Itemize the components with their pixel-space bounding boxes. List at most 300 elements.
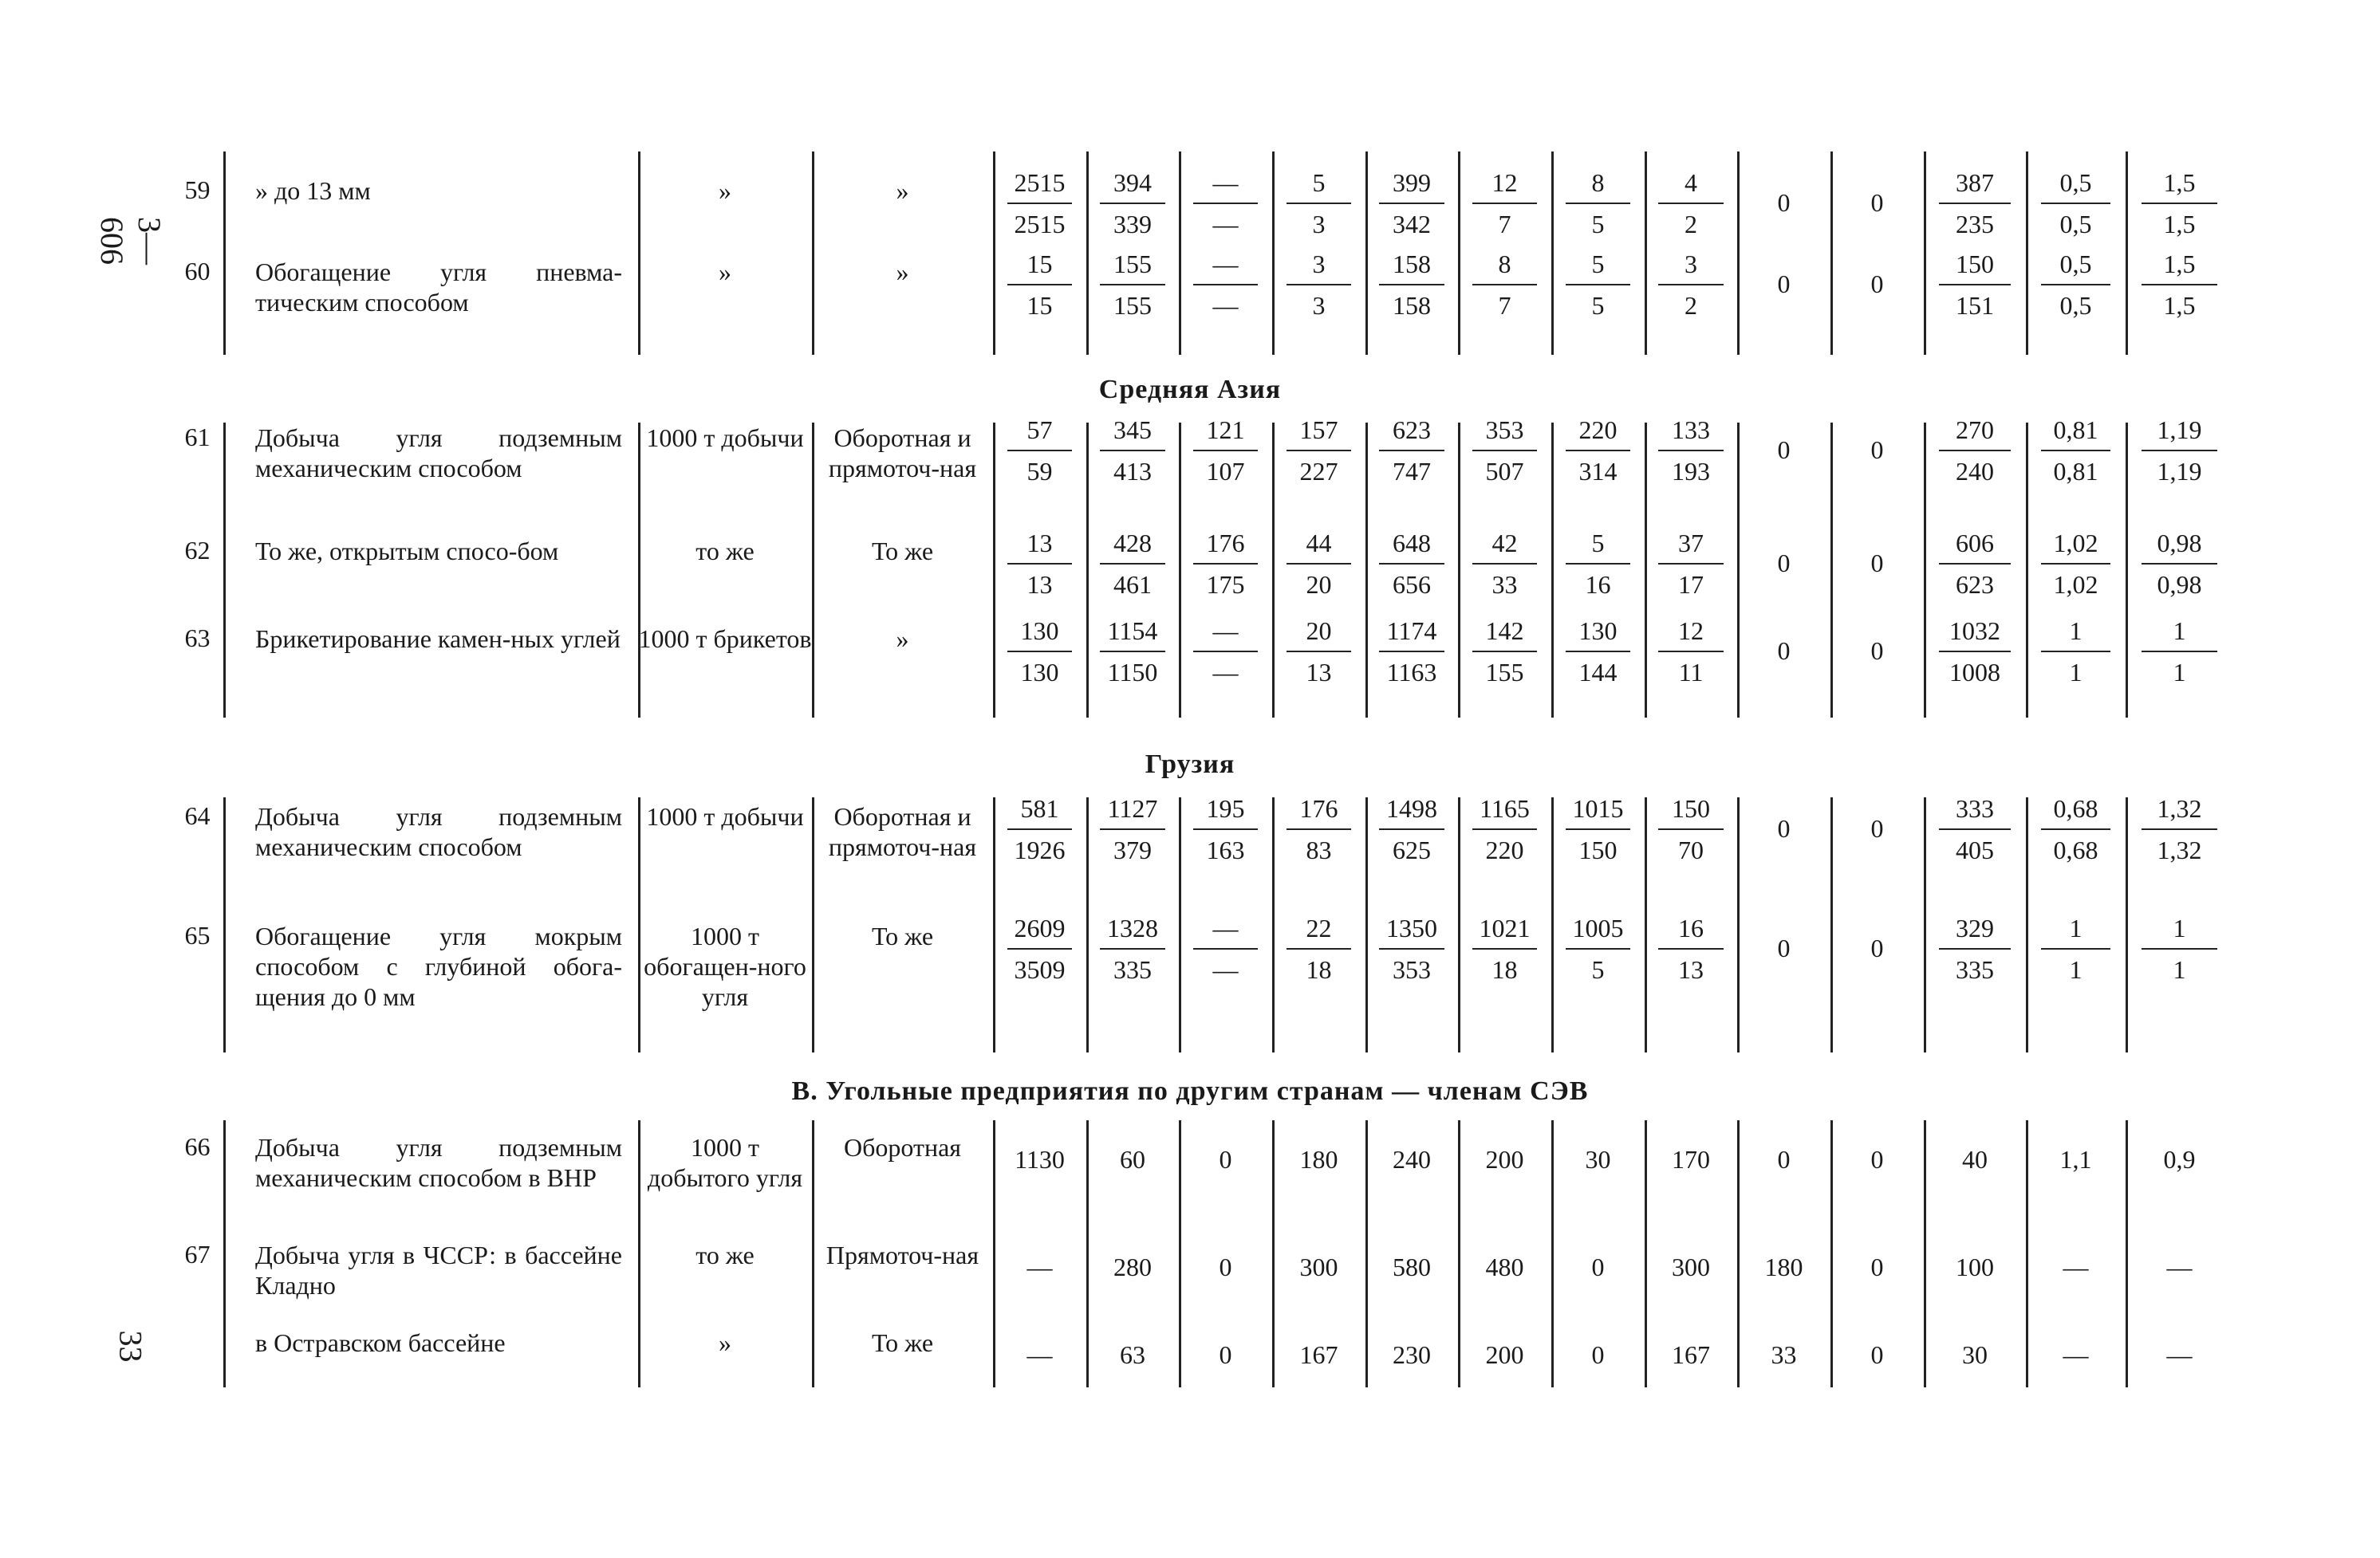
value-single: — bbox=[2063, 1340, 2089, 1369]
value-cell bbox=[1458, 415, 1551, 486]
value-bottom: 623 bbox=[1956, 570, 1994, 599]
value-cell bbox=[1830, 1144, 1924, 1174]
value-single: 1,1 bbox=[2059, 1145, 2092, 1174]
value-top: 157 bbox=[1287, 415, 1352, 451]
value-cell bbox=[1272, 167, 1365, 239]
row-unit: 1000 т добытого угля bbox=[647, 1133, 803, 1192]
value-cell bbox=[1737, 187, 1830, 218]
value-top: 1021 bbox=[1472, 913, 1538, 950]
column-rule bbox=[223, 797, 226, 1052]
value-single: 200 bbox=[1485, 1145, 1524, 1174]
value-top: 150 bbox=[1939, 249, 2011, 285]
row-unit: 1000 т добычи bbox=[646, 802, 804, 831]
value-top: 16 bbox=[1658, 913, 1723, 950]
value-top: 1,02 bbox=[2041, 528, 2111, 565]
column-rule bbox=[223, 151, 226, 355]
value-bottom: 1926 bbox=[1014, 836, 1066, 864]
value-bottom: 342 bbox=[1393, 210, 1431, 238]
value-top: 12 bbox=[1658, 616, 1723, 652]
row-mode: » bbox=[896, 258, 909, 286]
row-unit: то же bbox=[695, 1241, 755, 1269]
value-top: 394 bbox=[1100, 167, 1164, 204]
column-rule bbox=[812, 151, 814, 355]
value-bottom: 59 bbox=[1026, 457, 1053, 486]
value-bottom: 379 bbox=[1113, 836, 1152, 864]
value-top: 1 bbox=[2041, 616, 2111, 652]
value-cell bbox=[1365, 616, 1458, 687]
value-cell bbox=[2126, 249, 2233, 321]
value-top: 270 bbox=[1939, 415, 2011, 451]
value-bottom: 5 bbox=[1591, 291, 1605, 320]
row-name: Обогащение угля пневма-тическим способом bbox=[255, 258, 622, 317]
value-single: 230 bbox=[1393, 1340, 1431, 1369]
value-cell bbox=[1086, 1252, 1179, 1282]
value-cell bbox=[2126, 1252, 2233, 1282]
value-single: 0 bbox=[1870, 814, 1884, 843]
row-mode: То же bbox=[871, 537, 934, 565]
value-top: 5 bbox=[1566, 528, 1631, 565]
value-cell bbox=[1645, 616, 1737, 687]
value-cell bbox=[1737, 269, 1830, 299]
value-cell bbox=[1924, 167, 2026, 239]
value-cell bbox=[1272, 1144, 1365, 1174]
value-single: 0 bbox=[1777, 934, 1791, 962]
value-bottom: 163 bbox=[1206, 836, 1245, 864]
value-cell bbox=[1645, 1144, 1737, 1174]
value-cell bbox=[1551, 1252, 1645, 1282]
value-cell bbox=[1086, 249, 1179, 321]
value-top: 1498 bbox=[1379, 793, 1444, 830]
value-bottom: 130 bbox=[1020, 658, 1059, 687]
value-cell bbox=[1924, 793, 2026, 865]
value-cell bbox=[2026, 249, 2126, 321]
row-name: То же, открытым спосо-бом bbox=[255, 537, 559, 565]
value-cell bbox=[1458, 1252, 1551, 1282]
value-top: 158 bbox=[1379, 249, 1444, 285]
value-cell bbox=[2126, 415, 2233, 486]
value-cell bbox=[1458, 528, 1551, 600]
value-bottom: 1,5 bbox=[2163, 291, 2196, 320]
value-single: 167 bbox=[1672, 1340, 1710, 1369]
value-top: 15 bbox=[1007, 249, 1073, 285]
row-number: 67 bbox=[184, 1240, 211, 1269]
value-cell bbox=[2126, 167, 2233, 239]
value-single: 33 bbox=[1771, 1340, 1797, 1369]
value-cell bbox=[1086, 616, 1179, 687]
value-bottom: 405 bbox=[1956, 836, 1994, 864]
value-top: 4 bbox=[1658, 167, 1723, 204]
value-cell bbox=[1458, 249, 1551, 321]
value-cell bbox=[1365, 1340, 1458, 1370]
value-top: 1,5 bbox=[2142, 249, 2217, 285]
row-mode: Оборотная bbox=[844, 1133, 961, 1162]
value-cell bbox=[1551, 249, 1645, 321]
value-top: 142 bbox=[1472, 616, 1538, 652]
value-bottom: 144 bbox=[1578, 658, 1618, 687]
value-bottom: 13 bbox=[1678, 955, 1704, 984]
value-bottom: 16 bbox=[1585, 570, 1611, 599]
value-cell bbox=[1551, 616, 1645, 687]
value-top: 1,19 bbox=[2142, 415, 2217, 451]
value-single: 0 bbox=[1870, 188, 1884, 217]
value-single: 0 bbox=[1870, 934, 1884, 962]
value-single: 0 bbox=[1777, 188, 1791, 217]
value-top: 1174 bbox=[1379, 616, 1444, 652]
value-single: — bbox=[1026, 1253, 1053, 1281]
value-cell bbox=[1086, 528, 1179, 600]
value-bottom: 3509 bbox=[1014, 955, 1066, 984]
value-bottom: 461 bbox=[1113, 570, 1152, 599]
value-cell bbox=[1272, 249, 1365, 321]
value-cell bbox=[2026, 793, 2126, 865]
value-single: — bbox=[2166, 1340, 2193, 1369]
value-top: 5 bbox=[1287, 167, 1352, 204]
value-cell bbox=[1179, 616, 1272, 687]
value-cell bbox=[1365, 249, 1458, 321]
value-cell bbox=[2026, 1144, 2126, 1174]
value-cell bbox=[1551, 528, 1645, 600]
row-number: 64 bbox=[184, 801, 211, 830]
row-name: Добыча угля в ЧССР: в бассейне Кладно bbox=[255, 1241, 622, 1300]
value-cell bbox=[993, 528, 1086, 600]
row-mode: То же bbox=[871, 922, 934, 950]
value-single: 0 bbox=[1219, 1145, 1232, 1174]
value-top: 1032 bbox=[1939, 616, 2011, 652]
value-top: 0,5 bbox=[2041, 249, 2111, 285]
value-cell bbox=[1365, 793, 1458, 865]
value-single: — bbox=[2063, 1253, 2089, 1281]
value-top: 42 bbox=[1472, 528, 1538, 565]
value-cell bbox=[1086, 167, 1179, 239]
section-title: Средняя Азия bbox=[1098, 375, 1282, 404]
page-number: 33 bbox=[112, 1330, 149, 1363]
value-cell bbox=[1458, 167, 1551, 239]
value-single: 0 bbox=[1870, 435, 1884, 464]
section-title: Грузия bbox=[1145, 749, 1235, 779]
value-single: 63 bbox=[1120, 1340, 1145, 1369]
value-bottom: 7 bbox=[1498, 210, 1511, 238]
value-cell bbox=[1086, 1340, 1179, 1370]
column-rule bbox=[812, 1120, 814, 1387]
value-bottom: 83 bbox=[1306, 836, 1332, 864]
value-bottom: 1,02 bbox=[2053, 570, 2098, 599]
value-cell bbox=[1179, 528, 1272, 600]
value-top: 329 bbox=[1939, 913, 2011, 950]
value-cell bbox=[1645, 793, 1737, 865]
value-bottom: 0,5 bbox=[2059, 210, 2092, 238]
value-single: 0 bbox=[1219, 1253, 1232, 1281]
row-unit: 1000 т добычи bbox=[646, 423, 804, 452]
value-single: 40 bbox=[1962, 1145, 1988, 1174]
value-cell bbox=[1737, 1252, 1830, 1282]
value-bottom: 155 bbox=[1485, 658, 1524, 687]
value-bottom: 13 bbox=[1306, 658, 1332, 687]
value-cell bbox=[1272, 793, 1365, 865]
row-unit: » bbox=[719, 258, 731, 286]
value-cell bbox=[1179, 167, 1272, 239]
value-bottom: 15 bbox=[1026, 291, 1053, 320]
value-single: 180 bbox=[1299, 1145, 1338, 1174]
value-bottom: 2515 bbox=[1014, 210, 1066, 238]
value-single: 0 bbox=[1870, 1253, 1884, 1281]
row-name: » до 13 мм bbox=[255, 176, 371, 205]
value-bottom: 240 bbox=[1956, 457, 1994, 486]
value-cell bbox=[2026, 1252, 2126, 1282]
value-cell bbox=[1645, 167, 1737, 239]
value-single: 0 bbox=[1777, 549, 1791, 577]
column-rule bbox=[1830, 151, 1833, 355]
value-cell bbox=[1924, 1144, 2026, 1174]
value-cell bbox=[1458, 793, 1551, 865]
row-name: Обогащение угля мокрым способом с глубиной обога-щения до 0 мм bbox=[255, 922, 622, 1011]
value-cell bbox=[1924, 913, 2026, 985]
value-single: 300 bbox=[1672, 1253, 1710, 1281]
value-bottom: 1 bbox=[2173, 658, 2186, 687]
value-cell bbox=[1924, 528, 2026, 600]
value-top: 1,5 bbox=[2142, 167, 2217, 204]
value-top: 2515 bbox=[1007, 167, 1073, 204]
value-single: 0 bbox=[1870, 1340, 1884, 1369]
value-cell bbox=[1365, 415, 1458, 486]
value-cell bbox=[993, 1340, 1086, 1370]
value-cell bbox=[993, 913, 1086, 985]
value-bottom: 7 bbox=[1498, 291, 1511, 320]
value-top: 155 bbox=[1100, 249, 1164, 285]
value-cell bbox=[1458, 913, 1551, 985]
value-bottom: 3 bbox=[1312, 291, 1326, 320]
value-single: 0 bbox=[1870, 636, 1884, 665]
value-bottom: 335 bbox=[1956, 955, 1994, 984]
value-top: 387 bbox=[1939, 167, 2011, 204]
value-top: 20 bbox=[1287, 616, 1352, 652]
value-cell bbox=[1272, 913, 1365, 985]
value-cell bbox=[1830, 635, 1924, 666]
value-single: 480 bbox=[1485, 1253, 1524, 1281]
value-single: 180 bbox=[1764, 1253, 1803, 1281]
value-cell bbox=[1179, 793, 1272, 865]
value-bottom: 13 bbox=[1026, 570, 1053, 599]
value-bottom: — bbox=[1212, 955, 1239, 984]
value-top: 8 bbox=[1566, 167, 1631, 204]
value-top: 353 bbox=[1472, 415, 1538, 451]
value-top: 1165 bbox=[1472, 793, 1538, 830]
value-cell bbox=[1365, 167, 1458, 239]
column-rule bbox=[1737, 151, 1740, 355]
value-cell bbox=[1645, 249, 1737, 321]
value-cell bbox=[1551, 167, 1645, 239]
row-name: Добыча угля подземным механическим способом bbox=[255, 423, 622, 482]
value-single: 0 bbox=[1777, 814, 1791, 843]
value-top: 150 bbox=[1658, 793, 1723, 830]
value-top: 12 bbox=[1472, 167, 1538, 204]
value-bottom: 1 bbox=[2173, 955, 2186, 984]
row-mode: Оборотная и прямоточ-ная bbox=[828, 423, 977, 482]
value-bottom: 3 bbox=[1312, 210, 1326, 238]
value-bottom: 1,32 bbox=[2157, 836, 2202, 864]
value-bottom: — bbox=[1212, 658, 1239, 687]
value-bottom: 227 bbox=[1299, 457, 1338, 486]
value-top: 428 bbox=[1100, 528, 1164, 565]
row-mode: То же bbox=[871, 1328, 934, 1357]
value-single: 0 bbox=[1591, 1253, 1605, 1281]
value-bottom: 1150 bbox=[1107, 658, 1158, 687]
value-cell bbox=[1458, 1144, 1551, 1174]
row-mode: » bbox=[896, 176, 909, 205]
value-bottom: 314 bbox=[1578, 457, 1618, 486]
value-cell bbox=[1924, 415, 2026, 486]
value-top: 1 bbox=[2142, 913, 2217, 950]
value-top: 0,68 bbox=[2041, 793, 2111, 830]
value-bottom: 175 bbox=[1206, 570, 1245, 599]
value-cell bbox=[1365, 528, 1458, 600]
value-cell bbox=[1365, 913, 1458, 985]
value-cell bbox=[1830, 1252, 1924, 1282]
row-name: в Остравском бассейне bbox=[255, 1328, 506, 1357]
value-top: 606 bbox=[1939, 528, 2011, 565]
value-cell bbox=[1924, 1252, 2026, 1282]
value-single: 0 bbox=[1777, 1145, 1791, 1174]
value-single: — bbox=[2166, 1253, 2193, 1281]
value-single: 0 bbox=[1870, 549, 1884, 577]
row-number: 65 bbox=[184, 921, 211, 950]
value-cell bbox=[1086, 793, 1179, 865]
value-bottom: 33 bbox=[1491, 570, 1518, 599]
value-top: 37 bbox=[1658, 528, 1723, 565]
value-cell bbox=[1737, 548, 1830, 578]
value-cell bbox=[1737, 435, 1830, 465]
value-cell bbox=[2126, 1144, 2233, 1174]
value-single: 60 bbox=[1120, 1145, 1145, 1174]
value-cell bbox=[1179, 249, 1272, 321]
value-top: 176 bbox=[1193, 528, 1259, 565]
value-bottom: 1 bbox=[2069, 658, 2082, 687]
value-cell bbox=[1365, 1144, 1458, 1174]
value-bottom: 193 bbox=[1672, 457, 1710, 486]
value-top: 44 bbox=[1287, 528, 1352, 565]
value-cell bbox=[2126, 793, 2233, 865]
row-unit: » bbox=[719, 176, 731, 205]
column-rule bbox=[812, 797, 814, 1052]
value-top: — bbox=[1193, 616, 1259, 652]
value-bottom: 656 bbox=[1393, 570, 1431, 599]
value-top: 0,81 bbox=[2041, 415, 2111, 451]
value-top: 3 bbox=[1658, 249, 1723, 285]
value-bottom: 1,19 bbox=[2157, 457, 2202, 486]
column-rule bbox=[812, 423, 814, 718]
value-top: 5 bbox=[1566, 249, 1631, 285]
row-unit: » bbox=[719, 1328, 731, 1357]
value-cell bbox=[1179, 913, 1272, 985]
value-bottom: 335 bbox=[1113, 955, 1152, 984]
value-top: 0,98 bbox=[2142, 528, 2217, 565]
value-top: 333 bbox=[1939, 793, 2011, 830]
value-single: 0 bbox=[1591, 1340, 1605, 1369]
value-top: 121 bbox=[1193, 415, 1259, 451]
row-name: Брикетирование камен-ных углей bbox=[255, 624, 621, 653]
value-single: 580 bbox=[1393, 1253, 1431, 1281]
value-cell bbox=[1551, 415, 1645, 486]
value-bottom: 150 bbox=[1578, 836, 1618, 864]
value-cell bbox=[1645, 913, 1737, 985]
value-cell bbox=[2026, 616, 2126, 687]
value-cell bbox=[1179, 1144, 1272, 1174]
value-bottom: 20 bbox=[1306, 570, 1332, 599]
value-cell bbox=[2026, 167, 2126, 239]
row-unit: то же bbox=[695, 537, 755, 565]
value-bottom: 413 bbox=[1113, 457, 1152, 486]
column-rule bbox=[223, 1120, 226, 1387]
value-bottom: 1163 bbox=[1386, 658, 1437, 687]
value-single: 300 bbox=[1299, 1253, 1338, 1281]
value-top: — bbox=[1193, 913, 1259, 950]
value-single: 0 bbox=[1777, 270, 1791, 298]
value-bottom: 0,68 bbox=[2053, 836, 2098, 864]
value-bottom: 158 bbox=[1393, 291, 1431, 320]
value-cell bbox=[1179, 1252, 1272, 1282]
value-bottom: 339 bbox=[1113, 210, 1152, 238]
value-top: 13 bbox=[1007, 528, 1073, 565]
value-top: 2609 bbox=[1007, 913, 1073, 950]
value-top: 399 bbox=[1379, 167, 1444, 204]
value-cell bbox=[1086, 415, 1179, 486]
value-cell bbox=[993, 415, 1086, 486]
value-top: 130 bbox=[1566, 616, 1631, 652]
value-top: — bbox=[1193, 249, 1259, 285]
row-number: 62 bbox=[184, 536, 211, 565]
value-single: 167 bbox=[1299, 1340, 1338, 1369]
value-single: 170 bbox=[1672, 1145, 1710, 1174]
value-bottom: 18 bbox=[1306, 955, 1332, 984]
value-cell bbox=[1551, 1340, 1645, 1370]
value-cell bbox=[1179, 415, 1272, 486]
row-mode: » bbox=[896, 624, 909, 653]
value-top: 581 bbox=[1007, 793, 1073, 830]
value-bottom: 5 bbox=[1591, 955, 1605, 984]
value-bottom: 507 bbox=[1485, 457, 1524, 486]
value-top: 176 bbox=[1287, 793, 1352, 830]
value-bottom: 151 bbox=[1956, 291, 1994, 320]
value-bottom: 0,5 bbox=[2059, 291, 2092, 320]
value-cell bbox=[1830, 269, 1924, 299]
value-top: 133 bbox=[1658, 415, 1723, 451]
value-cell bbox=[2126, 528, 2233, 600]
value-bottom: 625 bbox=[1393, 836, 1431, 864]
value-single: 0,9 bbox=[2163, 1145, 2196, 1174]
value-cell bbox=[1272, 415, 1365, 486]
column-rule bbox=[638, 423, 640, 718]
value-cell bbox=[993, 249, 1086, 321]
value-single: 0 bbox=[1870, 1145, 1884, 1174]
value-bottom: 353 bbox=[1393, 955, 1431, 984]
value-bottom: 70 bbox=[1678, 836, 1704, 864]
value-bottom: 1008 bbox=[1949, 658, 2000, 687]
row-mode: Прямоточ-ная bbox=[826, 1241, 979, 1269]
value-single: — bbox=[1026, 1340, 1053, 1369]
value-cell bbox=[1924, 616, 2026, 687]
value-bottom: 1 bbox=[2069, 955, 2082, 984]
value-top: 22 bbox=[1287, 913, 1352, 950]
value-cell bbox=[2126, 913, 2233, 985]
row-number: 60 bbox=[184, 257, 211, 285]
value-bottom: 220 bbox=[1485, 836, 1524, 864]
value-bottom: 11 bbox=[1678, 658, 1704, 687]
value-cell bbox=[1924, 1340, 2026, 1370]
value-top: — bbox=[1193, 167, 1259, 204]
value-cell bbox=[2126, 1340, 2233, 1370]
value-single: 100 bbox=[1956, 1253, 1994, 1281]
value-cell bbox=[1179, 1340, 1272, 1370]
value-top: 1328 bbox=[1100, 913, 1164, 950]
